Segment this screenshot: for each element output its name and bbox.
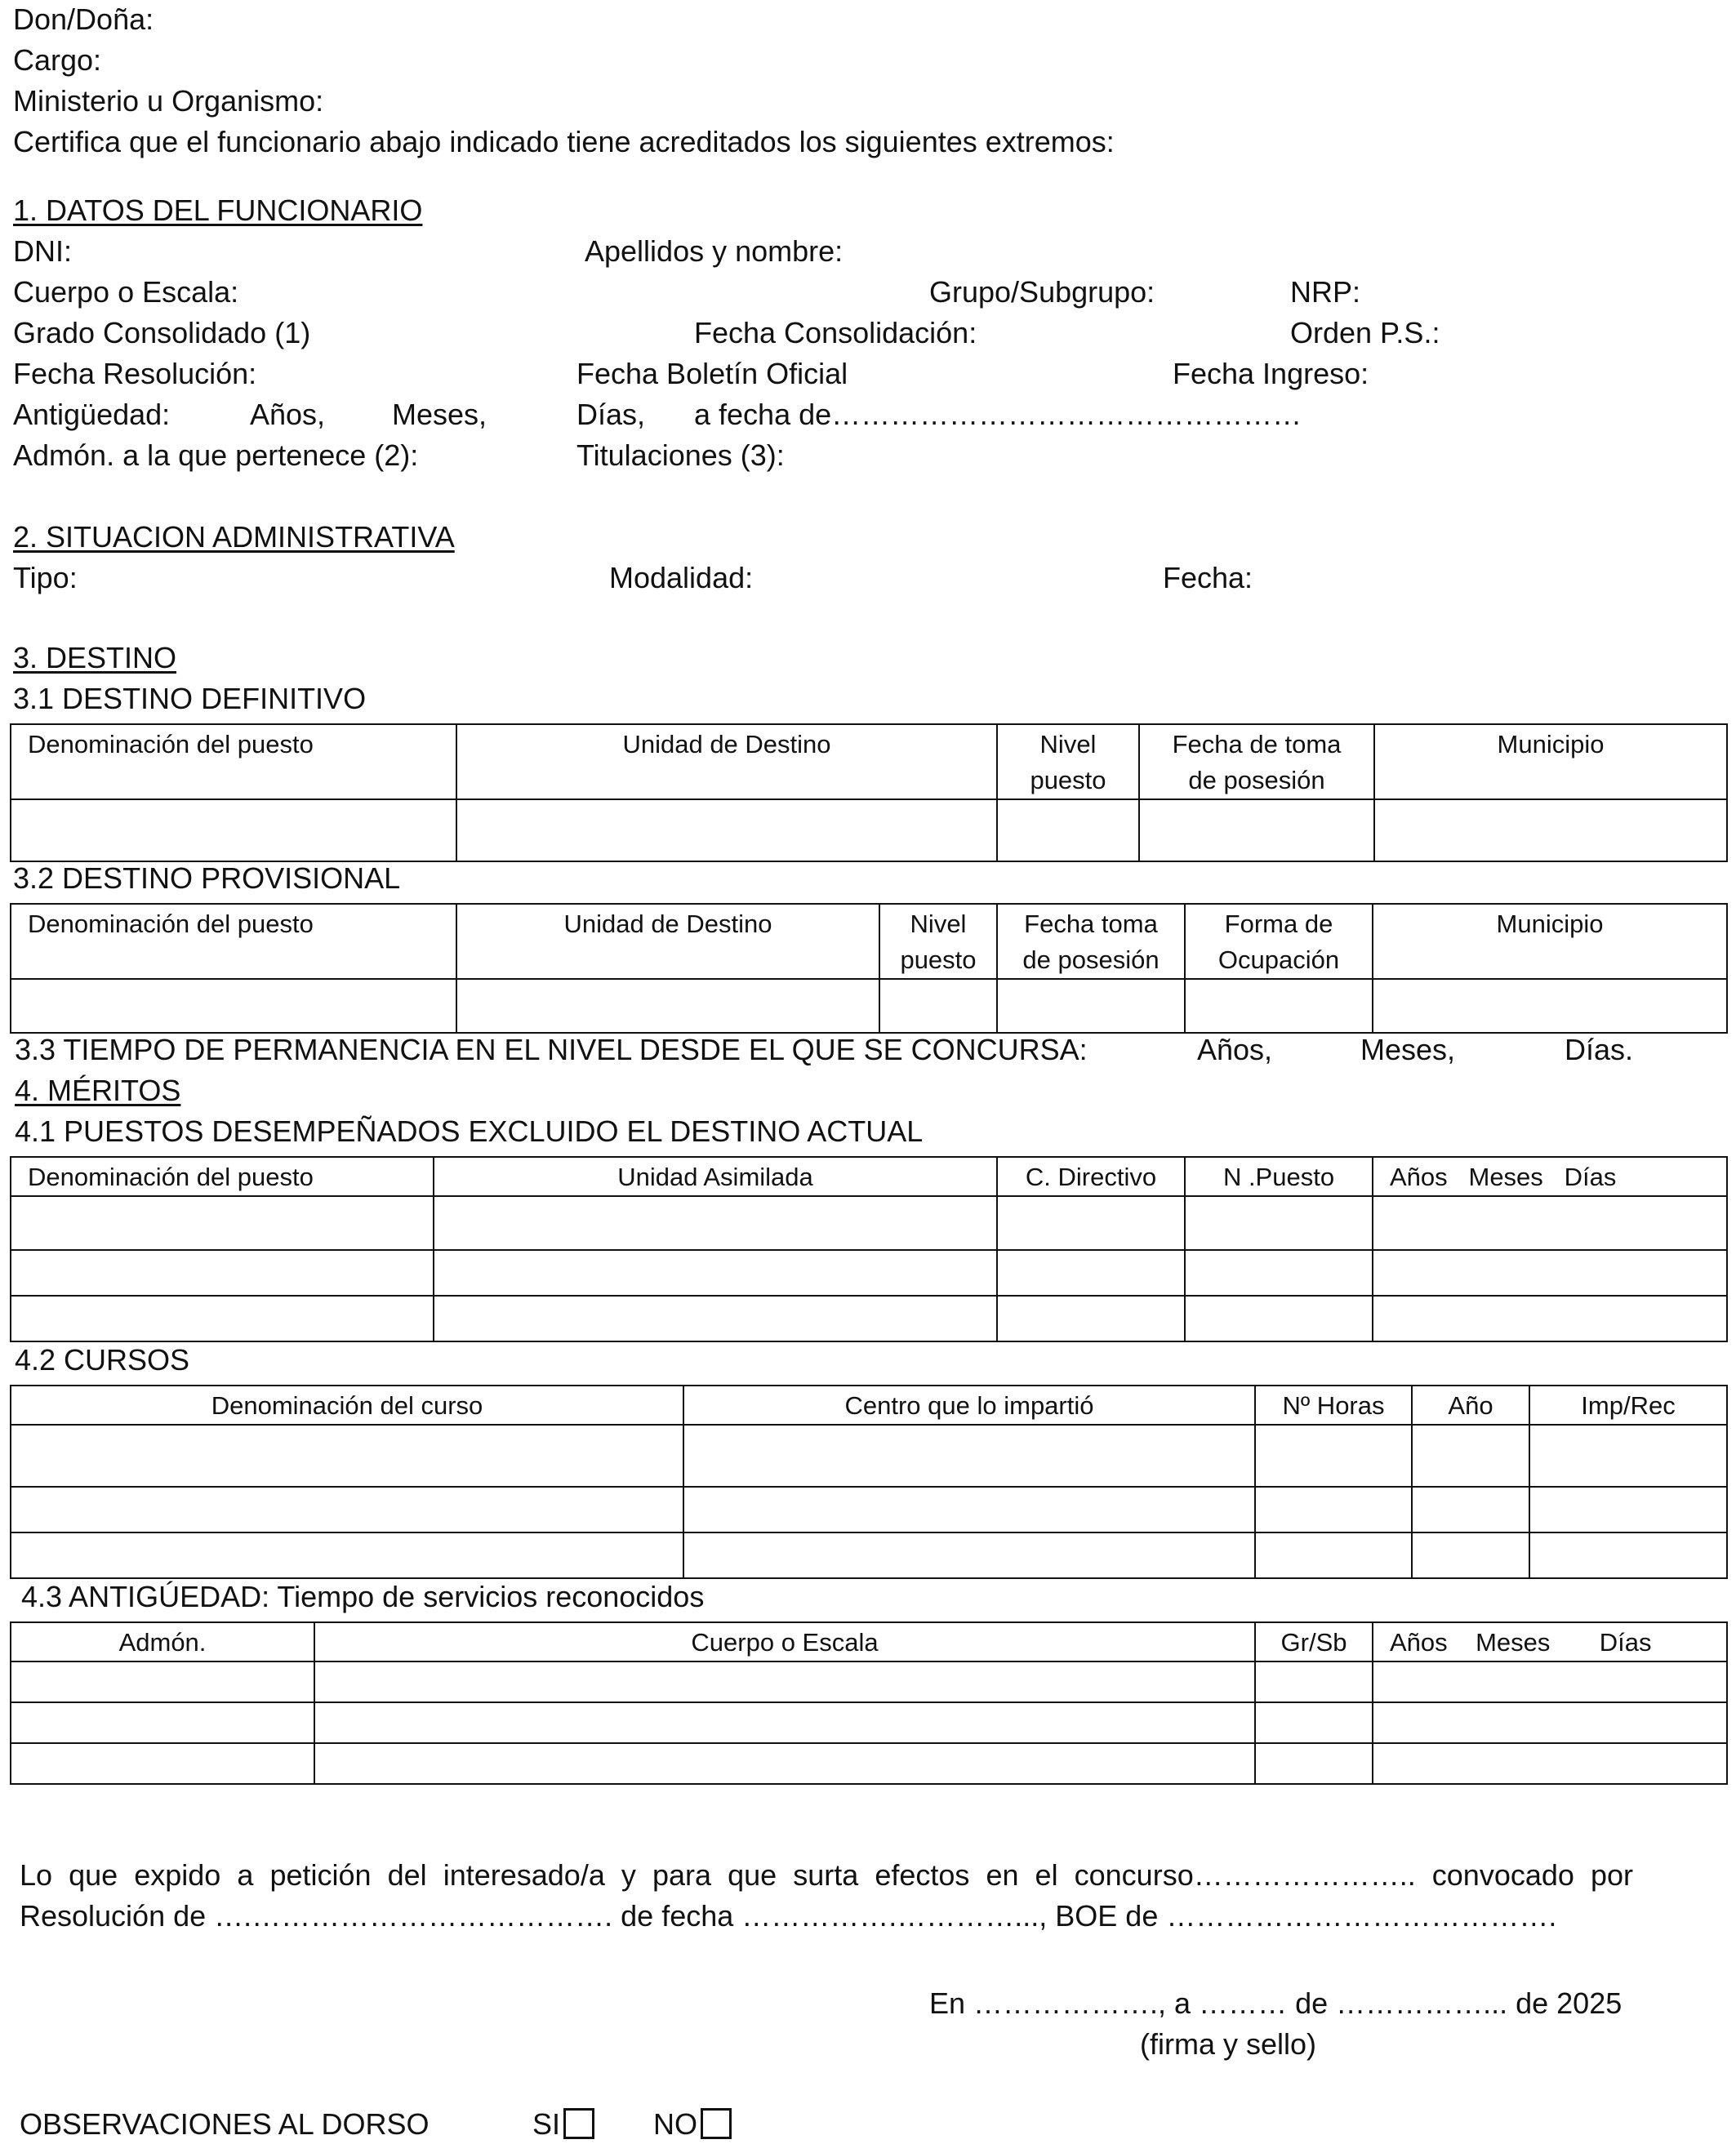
header-fecha-line1: Fecha de toma <box>1172 730 1342 758</box>
header-grsb: Gr/Sb <box>1255 1622 1373 1661</box>
lugar-fecha: En ………………., a ……… de ……………... de 2025 <box>929 1986 1622 2020</box>
cell[interactable] <box>1412 1425 1529 1487</box>
header-unidad: Unidad de Destino <box>456 724 997 799</box>
cell[interactable] <box>1529 1425 1727 1487</box>
fecha-resolucion-label: Fecha Resolución: <box>13 357 257 390</box>
header-anio: Año <box>1412 1386 1529 1425</box>
admon-label: Admón. a la que pertenece (2): <box>13 438 419 472</box>
cell[interactable] <box>1373 1702 1727 1743</box>
header-municipio: Municipio <box>1374 724 1727 799</box>
cell[interactable] <box>11 1487 683 1532</box>
header-admon: Admón. <box>11 1622 314 1661</box>
fecha-boletin-label: Fecha Boletín Oficial <box>576 357 848 390</box>
cell[interactable] <box>1373 1296 1727 1341</box>
cell[interactable] <box>1412 1532 1529 1578</box>
cell[interactable] <box>1373 1743 1727 1784</box>
cell[interactable] <box>1373 1661 1727 1702</box>
cell[interactable] <box>1529 1487 1727 1532</box>
section-4-title: 4. MÉRITOS <box>15 1074 181 1107</box>
permanencia-anios: Años, <box>1197 1033 1273 1066</box>
cursos-table <box>10 1385 1728 1579</box>
cell[interactable] <box>997 1196 1185 1250</box>
cell[interactable] <box>1185 1196 1373 1250</box>
cell[interactable] <box>11 799 456 861</box>
cell[interactable] <box>434 1296 997 1341</box>
header-centro: Centro que lo impartió <box>683 1386 1255 1425</box>
header-fecha-line1: Fecha toma <box>1024 910 1158 938</box>
table-header-row <box>11 904 1727 979</box>
cell[interactable] <box>11 1425 683 1487</box>
cell[interactable] <box>456 799 997 861</box>
cell[interactable] <box>683 1425 1255 1487</box>
grupo-label: Grupo/Subgrupo: <box>929 275 1155 309</box>
cursos-title: 4.2 CURSOS <box>15 1343 190 1377</box>
expido-line-2: Resolución de ….………………………………. de fecha …………….…………..., BOE de …………………………………. <box>20 1899 1557 1933</box>
header-unidad-asimilada: Unidad Asimilada <box>434 1157 997 1196</box>
cell[interactable] <box>1255 1425 1412 1487</box>
table-header-row <box>11 1622 1727 1661</box>
tipo-label: Tipo: <box>13 561 78 594</box>
antiguedad-title: 4.3 ANTIGÚEDAD: Tiempo de servicios reconocidos <box>21 1580 705 1613</box>
cell[interactable] <box>997 979 1185 1033</box>
table-row <box>11 1425 1727 1487</box>
cell[interactable] <box>314 1661 1255 1702</box>
header-imp: Imp/Rec <box>1529 1386 1727 1425</box>
cell[interactable] <box>997 1296 1185 1341</box>
si-label: SI <box>532 2107 561 2141</box>
header-tiempo: Años Meses Días <box>1373 1622 1727 1661</box>
modalidad-label: Modalidad: <box>609 561 754 594</box>
cell[interactable] <box>11 1702 314 1743</box>
observaciones-label: OBSERVACIONES AL DORSO <box>20 2107 430 2141</box>
cell[interactable] <box>1255 1743 1373 1784</box>
cell[interactable] <box>11 1296 434 1341</box>
header-fecha-line2: de posesión <box>1188 766 1325 794</box>
header-denominacion-curso: Denominación del curso <box>11 1386 683 1425</box>
permanencia-text: 3.3 TIEMPO DE PERMANENCIA EN EL NIVEL DESDE EL QUE SE CONCURSA: <box>15 1033 1088 1066</box>
section-1-title: 1. DATOS DEL FUNCIONARIO <box>13 194 423 227</box>
header-directivo: C. Directivo <box>997 1157 1185 1196</box>
antiguedad-anios: Años, <box>250 398 326 431</box>
no-label: NO <box>653 2107 697 2141</box>
cell[interactable] <box>1185 1296 1373 1341</box>
antiguedad-meses: Meses, <box>392 398 487 431</box>
table-header-row <box>11 1157 1727 1196</box>
header-denominacion: Denominación del puesto <box>11 1157 434 1196</box>
cell[interactable] <box>997 799 1139 861</box>
cell[interactable] <box>1255 1532 1412 1578</box>
table-row <box>11 1487 1727 1532</box>
cell[interactable] <box>1412 1487 1529 1532</box>
destino-provisional-title: 3.2 DESTINO PROVISIONAL <box>13 861 401 895</box>
header-nivel-line2: puesto <box>900 945 977 974</box>
cell[interactable] <box>1255 1487 1412 1532</box>
table-header-row <box>11 724 1727 799</box>
destino-definitivo-table <box>10 723 1728 862</box>
table-row <box>11 1661 1727 1702</box>
cell[interactable] <box>434 1250 997 1296</box>
cell[interactable] <box>683 1487 1255 1532</box>
section-3-title: 3. DESTINO <box>13 641 177 674</box>
cuerpo-label: Cuerpo o Escala: <box>13 275 239 309</box>
header-cuerpo: Cuerpo o Escala <box>314 1622 1255 1661</box>
header-nivel <box>879 904 997 979</box>
cell[interactable] <box>434 1196 997 1250</box>
cell[interactable] <box>879 979 997 1033</box>
no-option[interactable] <box>653 2106 732 2142</box>
cell[interactable] <box>1255 1661 1373 1702</box>
cell[interactable] <box>1185 1250 1373 1296</box>
cell[interactable] <box>1185 979 1373 1033</box>
cell[interactable] <box>1529 1532 1727 1578</box>
header-nivel <box>997 724 1139 799</box>
cell[interactable] <box>11 1532 683 1578</box>
header-nivel-line1: Nivel <box>1039 730 1097 758</box>
cell[interactable] <box>11 1250 434 1296</box>
header-forma-line1: Forma de <box>1224 910 1333 938</box>
header-forma-line2: Ocupación <box>1217 945 1340 974</box>
cell[interactable] <box>314 1702 1255 1743</box>
header-horas: Nº Horas <box>1255 1386 1412 1425</box>
cell[interactable] <box>1373 1250 1727 1296</box>
cell[interactable] <box>1374 799 1727 861</box>
grado-label: Grado Consolidado (1) <box>13 316 311 349</box>
no-checkbox[interactable] <box>701 2108 732 2139</box>
permanencia-dias: Días. <box>1565 1033 1634 1066</box>
cargo-label: Cargo: <box>13 43 102 77</box>
cell[interactable] <box>11 1661 314 1702</box>
cell[interactable] <box>11 979 456 1033</box>
header-npuesto: N .Puesto <box>1185 1157 1373 1196</box>
cell[interactable] <box>1373 1196 1727 1250</box>
ministerio-label: Ministerio u Organismo: <box>13 84 324 118</box>
cell[interactable] <box>11 1743 314 1784</box>
certifica-text: Certifica que el funcionario abajo indicado tiene acreditados los siguientes extremos: <box>13 125 1115 158</box>
fecha-consolidacion-label: Fecha Consolidación: <box>694 316 977 349</box>
titulaciones-label: Titulaciones (3): <box>576 438 785 472</box>
header-nivel-line1: Nivel <box>910 910 967 938</box>
header-denominacion: Denominación del puesto <box>11 724 456 799</box>
header-unidad: Unidad de Destino <box>456 904 879 979</box>
permanencia-meses: Meses, <box>1360 1033 1456 1066</box>
si-option[interactable] <box>532 2106 594 2142</box>
don-label: Don/Doña: <box>13 2 154 36</box>
antiguedad-table <box>10 1621 1728 1785</box>
table-row <box>11 979 1727 1033</box>
puestos-table <box>10 1156 1728 1342</box>
table-row <box>11 799 1727 861</box>
antiguedad-label: Antigüedad: <box>13 398 171 431</box>
puestos-title: 4.1 PUESTOS DESEMPEÑADOS EXCLUIDO EL DESTINO ACTUAL <box>15 1114 924 1148</box>
fecha-ingreso-label: Fecha Ingreso: <box>1173 357 1369 390</box>
nrp-label: NRP: <box>1290 275 1361 309</box>
header-fecha <box>997 904 1185 979</box>
cell[interactable] <box>11 1196 434 1250</box>
header-tiempo: Años Meses Días <box>1373 1157 1727 1196</box>
cell[interactable] <box>1373 979 1727 1033</box>
expido-paragraph <box>20 1855 1633 1937</box>
si-checkbox[interactable] <box>563 2108 594 2139</box>
expido-line-1: Lo que expido a petición del interesado/a y para que surta efectos en el concurso………………….. convocado por <box>20 1858 1633 1892</box>
table-row <box>11 1296 1727 1341</box>
destino-definitivo-title: 3.1 DESTINO DEFINITIVO <box>13 682 367 715</box>
header-denominacion: Denominación del puesto <box>11 904 456 979</box>
header-fecha-line2: de posesión <box>1022 945 1160 974</box>
antiguedad-dias: Días, <box>576 398 646 431</box>
header-municipio: Municipio <box>1373 904 1727 979</box>
header-fecha <box>1139 724 1374 799</box>
table-row <box>11 1196 1727 1250</box>
fecha-label: Fecha: <box>1163 561 1253 594</box>
apellidos-label: Apellidos y nombre: <box>585 234 844 268</box>
table-row <box>11 1250 1727 1296</box>
cell[interactable] <box>1255 1702 1373 1743</box>
a-fecha-de: a fecha de………………………………………… <box>694 398 1302 431</box>
dni-label: DNI: <box>13 234 72 268</box>
cell[interactable] <box>997 1250 1185 1296</box>
orden-label: Orden P.S.: <box>1290 316 1440 349</box>
header-forma <box>1185 904 1373 979</box>
cell[interactable] <box>314 1743 1255 1784</box>
section-2-title: 2. SITUACION ADMINISTRATIVA <box>13 520 455 554</box>
destino-provisional-table <box>10 903 1728 1034</box>
header-nivel-line2: puesto <box>1030 766 1106 794</box>
table-header-row <box>11 1386 1727 1425</box>
firma-sello: (firma y sello) <box>1140 2027 1317 2061</box>
cell[interactable] <box>1139 799 1374 861</box>
cell[interactable] <box>683 1532 1255 1578</box>
table-row <box>11 1702 1727 1743</box>
table-row <box>11 1532 1727 1578</box>
table-row <box>11 1743 1727 1784</box>
cell[interactable] <box>456 979 879 1033</box>
